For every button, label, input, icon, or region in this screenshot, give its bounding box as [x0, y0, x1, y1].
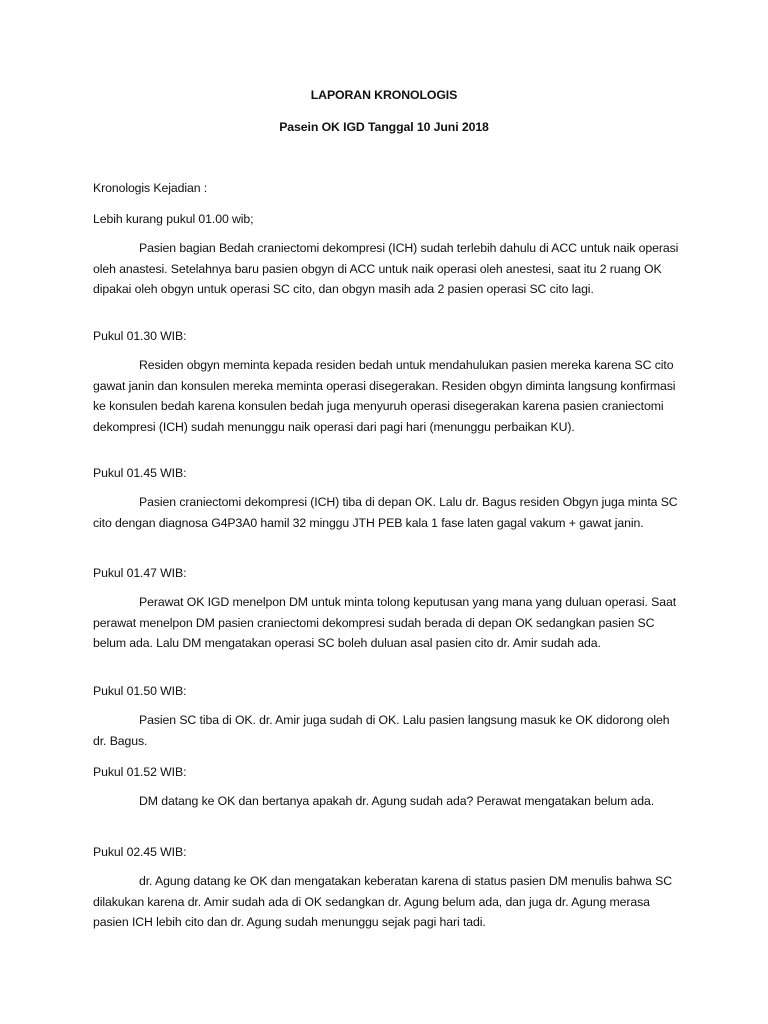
entry-text: Pasien bagian Bedah craniectomi dekompresi (ICH) sudah terlebih dahulu di ACC untuk naik operasi oleh anastesi. Setelahnya baru pasien obgyn di ACC untuk naik operasi oleh anestesi, saat itu 2 ruang OK dipakai oleh obgyn untuk operasi SC cito, dan obgyn masih ada 2 pasien operasi SC cito lagi. — [93, 241, 679, 296]
entry-text: Pasien craniectomi dekompresi (ICH) tiba di depan OK. Lalu dr. Bagus residen Obgyn juga minta SC cito dengan diagnosa G4P3A0 hamil 32 minggu JTH PEB kala 1 fase laten gagal vakum + gawat janin. — [93, 495, 678, 530]
document-subtitle: Pasein OK IGD Tanggal 10 Juni 2018 — [279, 120, 489, 134]
entry-time: Pukul 02.45 WIB: — [93, 845, 187, 859]
entry-text: Residen obgyn meminta kepada residen bedah untuk mendahulukan pasien mereka karena SC cito gawat janin dan konsulen mereka meminta operasi disegerakan. Residen obgyn diminta langsung konfirmasi ke konsulen bedah karena konsulen bedah juga menyuruh operasi disegerakan karena pasien craniectomi dekompresi (ICH) sudah menunggu naik operasi dari pagi hari (menunggu perbaikan KU). — [93, 358, 676, 434]
entry-time: Pukul 01.30 WIB: — [93, 329, 187, 343]
document-title: LAPORAN KRONOLOGIS — [310, 88, 458, 102]
entry-time: Pukul 01.50 WIB: — [93, 684, 187, 698]
entry-time: Lebih kurang pukul 01.00 wib; — [93, 212, 254, 226]
entry-text: Perawat OK IGD menelpon DM untuk minta tolong keputusan yang mana yang duluan operasi. Saat perawat menelpon DM pasien craniectomi dekompresi sudah berada di depan OK sedangkan pasien SC belum ada. Lalu DM mengatakan operasi SC boleh duluan asal pasien cito dr. Amir sudah ada. — [93, 595, 677, 650]
intro-heading: Kronologis Kejadian : — [93, 181, 208, 195]
entry-time: Pukul 01.45 WIB: — [93, 466, 187, 480]
entry-text: Pasien SC tiba di OK. dr. Amir juga sudah di OK. Lalu pasien langsung masuk ke OK didorong oleh dr. Bagus. — [93, 713, 670, 748]
entry-time: Pukul 01.52 WIB: — [93, 765, 187, 779]
entry-time: Pukul 01.47 WIB: — [93, 566, 187, 580]
entry-text: dr. Agung datang ke OK dan mengatakan keberatan karena di status pasien DM menulis bahwa SC dilakukan karena dr. Amir sudah ada di OK sedangkan dr. Agung belum ada, dan juga dr. Agung merasa pasien ICH lebih cito dan dr. Agung sudah menunggu sejak pagi hari tadi. — [93, 874, 672, 929]
entry-text: DM datang ke OK dan bertanya apakah dr. Agung sudah ada? Perawat mengatakan belum ada. — [139, 794, 655, 808]
